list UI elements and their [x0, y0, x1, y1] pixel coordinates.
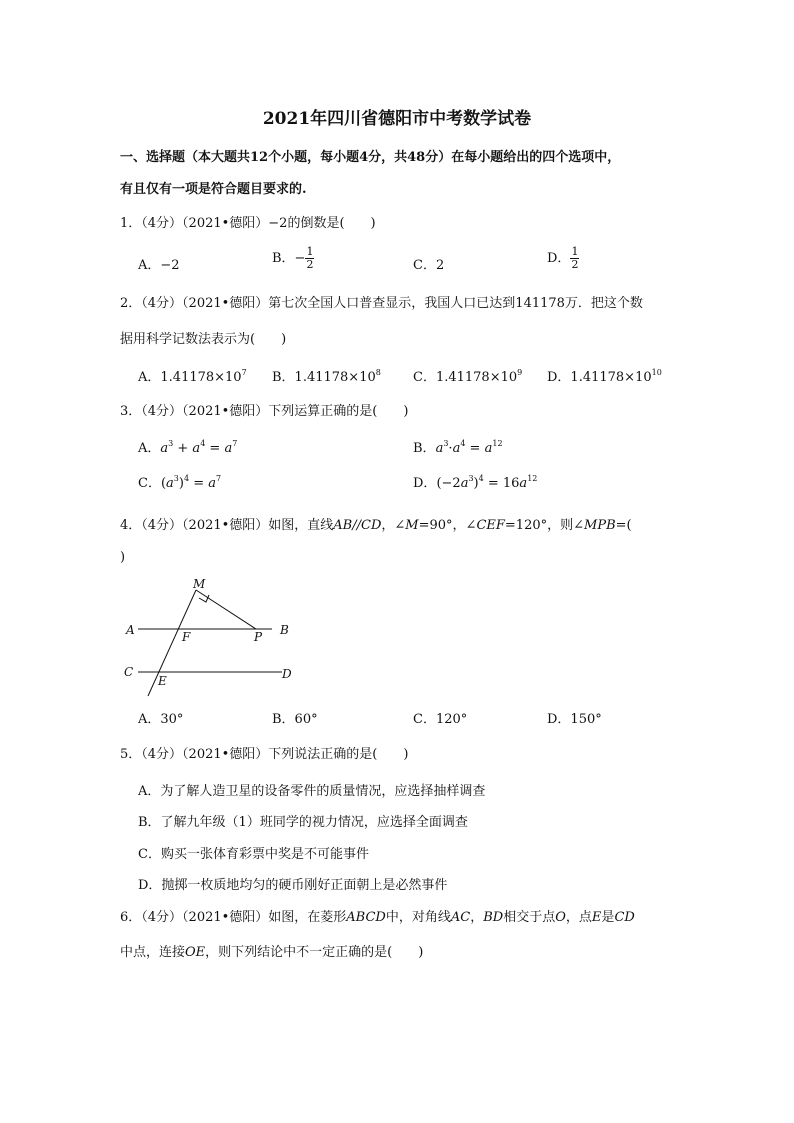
- q4-stem-line2: ): [120, 550, 126, 565]
- q1-option-a: A．−2: [138, 258, 180, 273]
- q2-option-c: C．$1.41178\times 10^9$: [413, 368, 523, 385]
- label-f: F: [182, 630, 191, 644]
- label-d: D: [282, 667, 292, 681]
- q1-stem: 1．（4分）（2021•德阳）−2的倒数是( ): [120, 216, 376, 231]
- q2-option-b: B．$1.41178\times 10^8$: [272, 368, 381, 385]
- q2-option-d: D．$1.41178\times 10^{10}$: [547, 368, 662, 385]
- section-heading-line2: 有且仅有一项是符合题目要求的.: [120, 182, 307, 197]
- q5-option-a: A．为了解人造卫星的设备零件的质量情况，应选择抽样调查: [138, 784, 486, 799]
- q4-geometry-figure: [110, 572, 310, 702]
- label-a: A: [126, 623, 135, 637]
- label-b: B: [280, 623, 289, 637]
- section-heading-line1: 一、选择题（本大题共12个小题，每小题4分，共48分）在每小题给出的四个选项中，: [120, 150, 621, 165]
- label-p: P: [254, 630, 263, 644]
- label-e: E: [158, 674, 167, 688]
- q4-option-d: D．150°: [547, 712, 602, 727]
- q3-option-a: A．$a^3 + a^4 = a^7$: [138, 439, 238, 456]
- q6-stem-line1: 6．（4分）（2021•德阳）如图，在菱形ABCD中，对角线AC，BD相交于点O，点E是CD: [120, 910, 635, 925]
- q1-option-c: C．2: [413, 258, 445, 273]
- q6-stem-line2: 中点，连接OE，则下列结论中不一定正确的是( ): [120, 945, 424, 960]
- label-c: C: [124, 665, 134, 679]
- page-title: 2021年四川省德阳市中考数学试卷: [262, 109, 532, 129]
- q4-stem-line1: 4．（4分）（2021•德阳）如图，直线AB//CD，∠M=90°，∠CEF=120°，则∠MPB=(: [120, 518, 632, 533]
- q2-stem-line1: 2．（4分）（2021•德阳）第七次全国人口普查显示，我国人口已达到141178万．把这个数: [120, 296, 643, 311]
- q3-option-d: D．$(-2a^3)^4 = 16a^{12}$: [413, 474, 538, 491]
- q5-stem: 5．（4分）（2021•德阳）下列说法正确的是( ): [120, 747, 409, 762]
- q3-option-b: B．$a^3\cdot a^4 = a^{12}$: [413, 439, 503, 456]
- q5-option-c: C．购买一张体育彩票中奖是不可能事件: [138, 847, 369, 862]
- label-m: M: [193, 577, 206, 591]
- q4-option-a: A．30°: [138, 712, 184, 727]
- q3-option-c: C．$(a^3)^4 = a^7$: [138, 474, 222, 491]
- q4-option-b: B．60°: [272, 712, 318, 727]
- right-angle-mark: [199, 595, 209, 602]
- q4-option-c: C．120°: [413, 712, 468, 727]
- q2-stem-line2: 据用科学记数法表示为( ): [120, 332, 287, 347]
- q5-option-b: B．了解九年级（1）班同学的视力情况，应选择全面调查: [138, 815, 468, 830]
- q3-stem: 3．（4分）（2021•德阳）下列运算正确的是( ): [120, 404, 409, 419]
- q5-option-d: D．抛掷一枚质地均匀的硬币刚好正面朝上是必然事件: [138, 878, 448, 893]
- q2-option-a: A．$1.41178\times 10^7$: [138, 368, 247, 385]
- line-mp: [196, 590, 256, 629]
- q1-option-d: D． $\frac{1}{2}$: [547, 245, 579, 271]
- q1-option-b: B．− $\frac{1}{2}$: [272, 245, 314, 271]
